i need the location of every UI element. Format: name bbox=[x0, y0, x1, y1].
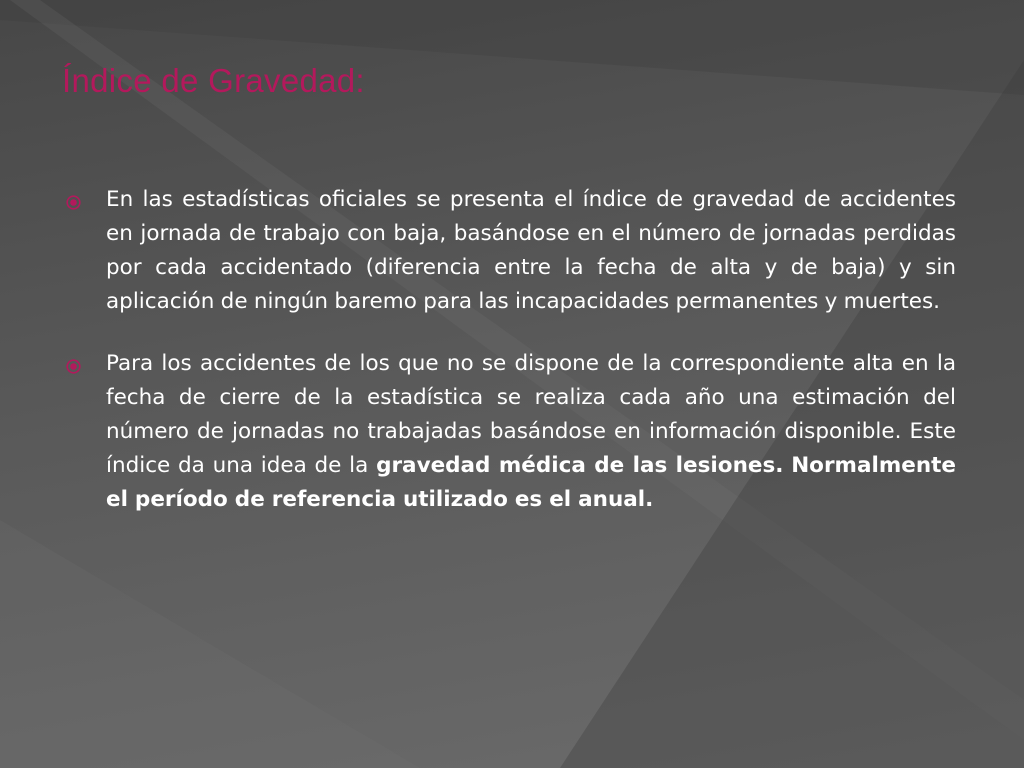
radio-bullet-icon bbox=[66, 195, 81, 210]
bullet-text-2 bbox=[106, 347, 956, 517]
slide-title: Índice de Gravedad: bbox=[62, 62, 365, 99]
bullet-item-2 bbox=[66, 347, 956, 517]
bullet-text-1: En las estadísticas oficiales se presenta el índice de gravedad de accidentes en jornada de trabajo con baja, basándose en el número de jornadas perdidas por cada accidentado (diferencia entre la fecha de alta y de baja) y sin aplicación de ningún baremo para las incapacidades permanentes y muertes. bbox=[106, 187, 956, 314]
bullet-text-2-intro: Para los accidentes de los que no se dispone de la correspondiente alta en la fecha de cierre de la estadística se realiza cada año una estimación del número de jornadas no trabajadas basándose en información disponible. Este índice da una idea de la bbox=[106, 351, 956, 478]
radio-bullet-icon bbox=[66, 359, 81, 374]
slide-content bbox=[66, 183, 956, 545]
bullet-text-2-bold-2: Normalmente el período de referencia utilizado es el anual. bbox=[106, 453, 956, 512]
bullet-text-2-bold-1: gravedad médica de las lesiones. bbox=[376, 453, 784, 478]
bullet-item-1 bbox=[66, 183, 956, 319]
